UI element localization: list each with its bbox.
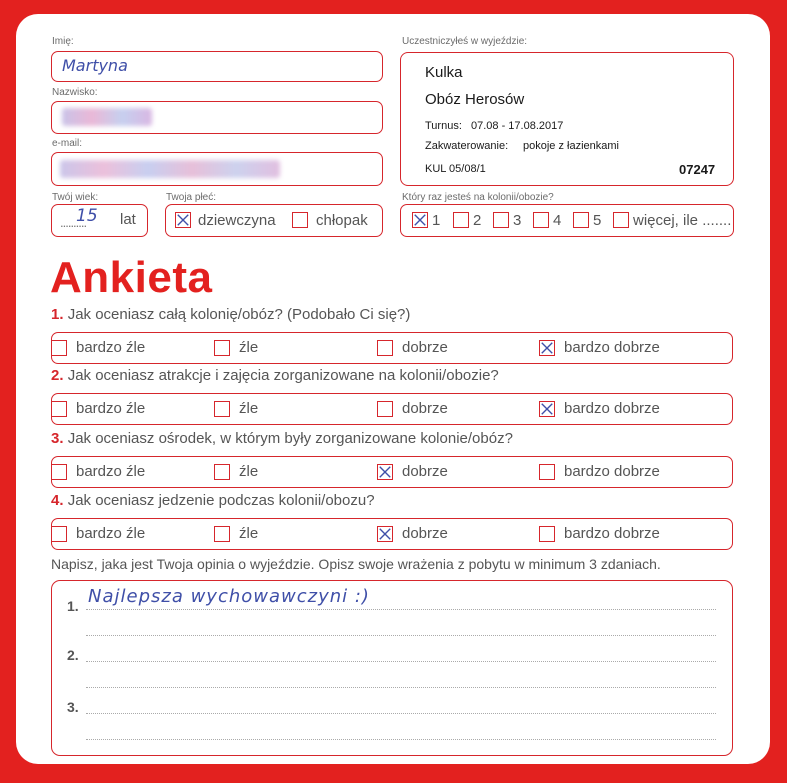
dotted-line (86, 713, 716, 714)
rating-option-label: dobrze (402, 463, 448, 480)
rating-option-label: bardzo źle (76, 525, 146, 542)
surname-field[interactable] (51, 101, 383, 134)
rating-option-label: dobrze (402, 339, 448, 356)
survey-title: Ankieta (50, 253, 213, 302)
rating-checkbox-3[interactable] (377, 526, 393, 542)
rating-checkbox-2[interactable] (214, 340, 230, 356)
question-number: 1. (51, 306, 64, 323)
age-field[interactable] (51, 204, 148, 237)
trip-name: Kulka (425, 64, 463, 81)
opinion-line-num-2: 2. (67, 647, 79, 663)
rating-checkbox-2[interactable] (214, 464, 230, 480)
gender-field (165, 204, 383, 237)
question-text: Jak oceniasz jedzenie podczas kolonii/obozu? (67, 492, 375, 509)
rating-checkbox-4[interactable] (539, 464, 555, 480)
times-option-4: 4 (553, 212, 562, 229)
survey-sheet (16, 14, 770, 764)
opinion-line-num-3: 3. (67, 699, 79, 715)
question-3 (51, 430, 513, 447)
opinion-line-num-1: 1. (67, 598, 79, 614)
question-3-options (51, 456, 733, 488)
name-field[interactable] (51, 51, 383, 82)
trip-number: 07247 (679, 162, 716, 177)
rating-option-label: źle (239, 525, 259, 542)
times-field (400, 204, 734, 237)
question-number: 4. (51, 492, 64, 509)
question-4-options (51, 518, 733, 550)
rating-checkbox-1[interactable] (51, 526, 67, 542)
surname-label: Nazwisko: (52, 87, 98, 98)
check-mark-icon (413, 213, 427, 227)
times-option-more: więcej, ile ....... (633, 212, 732, 229)
opinion-box[interactable] (51, 580, 733, 756)
rating-option-label: bardzo dobrze (564, 525, 660, 542)
opinion-line-text-1: Najlepsza wychowawczyni :) (88, 586, 370, 607)
rating-option-label: źle (239, 400, 259, 417)
rating-checkbox-1[interactable] (51, 340, 67, 356)
rating-option-label: bardzo źle (76, 463, 146, 480)
times-option-3: 3 (513, 212, 522, 229)
times-checkbox-2[interactable] (453, 212, 469, 228)
rating-checkbox-1[interactable] (51, 401, 67, 417)
times-option-2: 2 (473, 212, 482, 229)
question-text: Jak oceniasz ośrodek, w którym były zorganizowane kolonie/obóz? (67, 430, 513, 447)
rating-checkbox-4[interactable] (539, 526, 555, 542)
age-value: 15 (76, 206, 98, 226)
accommodation-value: pokoje z łazienkami (523, 140, 619, 152)
rating-option-label: bardzo dobrze (564, 339, 660, 356)
times-checkbox-more[interactable] (613, 212, 629, 228)
rating-checkbox-3[interactable] (377, 464, 393, 480)
rating-checkbox-2[interactable] (214, 526, 230, 542)
rating-checkbox-4[interactable] (539, 401, 555, 417)
accommodation-label: Zakwaterowanie: (425, 140, 509, 152)
email-field[interactable] (51, 152, 383, 186)
rating-option-label: bardzo dobrze (564, 463, 660, 480)
trip-ticket (400, 52, 734, 186)
question-1-options (51, 332, 733, 364)
turnus-value: 07.08 - 17.08.2017 (471, 120, 564, 132)
rating-option-label: źle (239, 339, 259, 356)
dotted-line (86, 739, 716, 740)
redacted-email (60, 160, 280, 178)
rating-checkbox-4[interactable] (539, 340, 555, 356)
rating-checkbox-2[interactable] (214, 401, 230, 417)
trip-code: KUL 05/08/1 (425, 163, 486, 175)
times-checkbox-5[interactable] (573, 212, 589, 228)
gender-option-male: chłopak (316, 212, 368, 229)
rating-option-label: dobrze (402, 525, 448, 542)
age-label: Twój wiek: (52, 192, 99, 203)
check-mark-icon (378, 527, 392, 541)
age-unit: lat (120, 211, 136, 228)
rating-checkbox-3[interactable] (377, 340, 393, 356)
question-text: Jak oceniasz atrakcje i zajęcia zorganizowane na kolonii/obozie? (67, 367, 499, 384)
check-mark-icon (176, 213, 190, 227)
times-option-1: 1 (432, 212, 441, 229)
question-2 (51, 367, 499, 384)
times-checkbox-4[interactable] (533, 212, 549, 228)
name-value: Martyna (62, 56, 128, 75)
turnus-label: Turnus: (425, 120, 462, 132)
check-mark-icon (540, 341, 554, 355)
opinion-prompt: Napisz, jaka jest Twoja opinia o wyjeździe. Opisz swoje wrażenia z pobytu w minimum 3 zdaniach. (51, 556, 661, 572)
gender-checkbox-female[interactable] (175, 212, 191, 228)
dotted-line (86, 609, 716, 610)
rating-option-label: źle (239, 463, 259, 480)
redacted-surname (62, 108, 152, 126)
times-option-5: 5 (593, 212, 602, 229)
question-2-options (51, 393, 733, 425)
gender-checkbox-male[interactable] (292, 212, 308, 228)
gender-option-female: dziewczyna (198, 212, 276, 229)
dotted-line (86, 635, 716, 636)
check-mark-icon (378, 465, 392, 479)
rating-checkbox-1[interactable] (51, 464, 67, 480)
rating-option-label: bardzo dobrze (564, 400, 660, 417)
rating-option-label: dobrze (402, 400, 448, 417)
times-checkbox-1[interactable] (412, 212, 428, 228)
times-checkbox-3[interactable] (493, 212, 509, 228)
rating-checkbox-3[interactable] (377, 401, 393, 417)
dotted-line (86, 687, 716, 688)
trip-camp: Obóz Herosów (425, 91, 525, 108)
age-dots: .......... (60, 215, 87, 230)
name-label: Imię: (52, 36, 74, 47)
question-number: 3. (51, 430, 64, 447)
rating-option-label: bardzo źle (76, 400, 146, 417)
check-mark-icon (540, 402, 554, 416)
times-label: Który raz jesteś na kolonii/obozie? (402, 192, 554, 203)
question-number: 2. (51, 367, 64, 384)
question-text: Jak oceniasz całą kolonię/obóz? (Podobało Ci się?) (67, 306, 411, 323)
dotted-line (86, 661, 716, 662)
rating-option-label: bardzo źle (76, 339, 146, 356)
trip-label: Uczestniczyłeś w wyjeździe: (402, 36, 528, 47)
gender-label: Twoja płeć: (166, 192, 217, 203)
question-4 (51, 492, 375, 509)
email-label: e-mail: (52, 138, 83, 149)
question-1 (51, 306, 410, 323)
